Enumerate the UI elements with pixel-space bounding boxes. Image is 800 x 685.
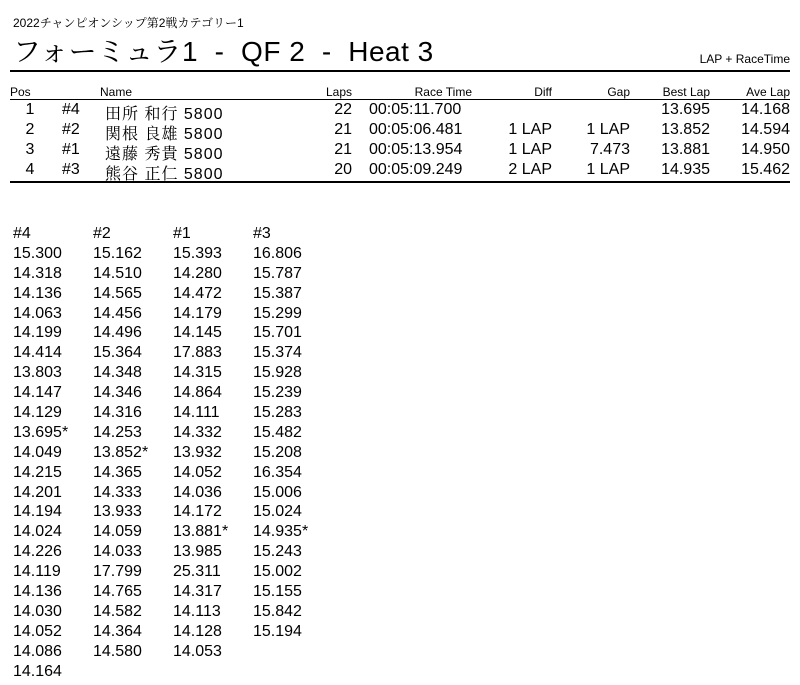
- lap-time-cell: 15.842: [253, 602, 302, 620]
- lap-time-cell: 14.172: [173, 503, 222, 521]
- kart-number-cell: #3: [62, 161, 80, 178]
- lap-time-cell: 14.472: [173, 284, 222, 302]
- lap-time-cell: 14.332: [173, 423, 222, 441]
- diff-cell: 2 LAP: [508, 161, 552, 178]
- lap-time-cell: 14.145: [173, 324, 222, 342]
- laps-cell: 20: [334, 161, 352, 178]
- lap-time-cell: 14.582: [93, 602, 142, 620]
- ave-lap-cell: 15.462: [741, 161, 790, 178]
- results-bottom-divider: [10, 181, 790, 183]
- diff-cell: 1 LAP: [508, 121, 552, 138]
- lap-time-cell: 15.006: [253, 483, 302, 501]
- lap-column-header: #3: [253, 225, 271, 242]
- lap-time-cell: 14.199: [13, 324, 62, 342]
- lap-time-cell: 15.928: [253, 364, 302, 382]
- lap-time-cell: 16.806: [253, 244, 302, 262]
- lap-time-cell: 15.155: [253, 583, 302, 601]
- lap-time-cell: 14.111: [173, 404, 220, 422]
- lap-time-cell: 14.580: [93, 642, 142, 660]
- header-divider: [10, 70, 790, 72]
- lap-time-cell: 14.113: [173, 602, 221, 620]
- lap-time-cell: 13.933: [93, 503, 142, 521]
- table-row: [10, 121, 790, 143]
- lap-time-cell: 14.033: [93, 543, 142, 561]
- race-time-cell: 00:05:06.481: [369, 121, 463, 138]
- lap-time-cell: 15.194: [253, 622, 302, 640]
- lap-time-cell: 15.393: [173, 244, 222, 262]
- kart-number-cell: #1: [62, 141, 80, 158]
- lap-time-cell: 14.348: [93, 364, 142, 382]
- pos-cell: 1: [25, 101, 35, 118]
- lap-column-header: #1: [173, 225, 191, 242]
- lap-time-cell: 15.299: [253, 304, 302, 322]
- lap-time-cell: 14.496: [93, 324, 142, 342]
- col-ave-lap-header: Ave Lap: [746, 85, 790, 99]
- lap-time-cell: 15.162: [93, 244, 142, 262]
- lap-column-header: #2: [93, 225, 111, 242]
- table-row: [10, 141, 790, 163]
- lap-time-cell: 14.346: [93, 384, 142, 402]
- lap-time-cell: 14.414: [13, 344, 62, 362]
- lap-time-cell: 15.283: [253, 404, 302, 422]
- lap-time-cell: 13.852*: [93, 443, 149, 461]
- kart-number-cell: #4: [62, 101, 80, 118]
- laps-cell: 21: [334, 141, 352, 158]
- driver-name-cell: 関根 良雄 5800: [105, 126, 224, 143]
- page-title: フォーミュラ1 - QF 2 - Heat 3: [13, 36, 434, 67]
- laps-cell: 21: [334, 121, 352, 138]
- lap-time-cell: 14.136: [13, 284, 62, 302]
- lap-time-cell: 14.565: [93, 284, 142, 302]
- lap-time-cell: 14.226: [13, 543, 62, 561]
- lap-time-cell: 13.803: [13, 364, 62, 382]
- lap-time-cell: 14.215: [13, 463, 62, 481]
- ave-lap-cell: 14.594: [741, 121, 790, 138]
- lap-time-cell: 15.208: [253, 443, 302, 461]
- pos-cell: 2: [25, 121, 35, 138]
- lap-time-cell: 15.374: [253, 344, 302, 362]
- col-race-time-header: Race Time: [414, 85, 472, 99]
- table-row: [10, 101, 790, 123]
- gap-cell: 7.473: [589, 141, 630, 158]
- best-lap-cell: 13.881: [661, 141, 710, 158]
- col-pos-header: Pos: [10, 85, 31, 99]
- lap-time-cell: 13.881*: [173, 523, 229, 541]
- lap-time-cell: 14.253: [93, 423, 142, 441]
- lap-time-cell: 13.985: [173, 543, 222, 561]
- lap-time-cell: 14.147: [13, 384, 62, 402]
- lap-column-header: #4: [13, 225, 31, 242]
- lap-column: [253, 224, 333, 642]
- lap-time-cell: 14.317: [173, 583, 222, 601]
- lap-time-cell: 14.036: [173, 483, 222, 501]
- lap-time-cell: 14.456: [93, 304, 142, 322]
- lap-time-cell: 14.364: [93, 622, 142, 640]
- kart-number-cell: #2: [62, 121, 80, 138]
- lap-time-cell: 14.030: [13, 602, 62, 620]
- lap-time-cell: 14.333: [93, 483, 142, 501]
- lap-time-cell: 13.932: [173, 443, 222, 461]
- lap-time-cell: 15.024: [253, 503, 302, 521]
- best-lap-cell: 14.935: [661, 161, 710, 178]
- lap-time-cell: 14.179: [173, 304, 222, 322]
- lap-time-cell: 14.318: [13, 264, 62, 282]
- lap-time-cell: 14.119: [13, 563, 61, 581]
- driver-name-cell: 遠藤 秀貴 5800: [105, 146, 224, 163]
- best-lap-cell: 13.852: [661, 121, 710, 138]
- lap-time-cell: 14.059: [93, 523, 142, 541]
- lap-time-cell: 14.052: [13, 622, 62, 640]
- best-lap-cell: 13.695: [661, 101, 710, 118]
- diff-cell: 1 LAP: [508, 141, 552, 158]
- lap-column: [13, 224, 93, 681]
- lap-time-cell: 15.364: [93, 344, 142, 362]
- lap-time-cell: 15.787: [253, 264, 302, 282]
- lap-time-cell: 25.311: [173, 563, 221, 581]
- lap-time-cell: 14.024: [13, 523, 62, 541]
- col-laps-header: Laps: [325, 85, 352, 99]
- lap-time-cell: 14.129: [13, 404, 62, 422]
- lap-time-cell: 14.864: [173, 384, 222, 402]
- ave-lap-cell: 14.950: [741, 141, 790, 158]
- lap-time-cell: 14.510: [93, 264, 142, 282]
- lap-time-cell: 14.136: [13, 583, 62, 601]
- lap-time-cell: 14.194: [13, 503, 62, 521]
- lap-time-cell: 17.883: [173, 344, 222, 362]
- lap-time-cell: 14.053: [173, 642, 222, 660]
- lap-time-cell: 13.695*: [13, 423, 69, 441]
- lap-time-cell: 14.201: [13, 483, 62, 501]
- pos-cell: 4: [25, 161, 35, 178]
- lap-time-cell: 14.365: [93, 463, 142, 481]
- pos-cell: 3: [25, 141, 35, 158]
- lap-time-cell: 14.128: [173, 622, 222, 640]
- col-diff-header: Diff: [534, 85, 552, 99]
- lap-time-cell: 14.049: [13, 443, 62, 461]
- lap-time-cell: 14.935*: [253, 523, 309, 541]
- race-time-cell: 00:05:13.954: [369, 141, 463, 158]
- laps-cell: 22: [334, 101, 352, 118]
- report-type-label: LAP + RaceTime: [699, 52, 790, 66]
- lap-time-cell: 16.354: [253, 463, 302, 481]
- lap-time-cell: 15.300: [13, 244, 62, 262]
- driver-name-cell: 熊谷 正仁 5800: [105, 166, 224, 183]
- gap-cell: 1 LAP: [586, 121, 630, 138]
- lap-time-cell: 15.239: [253, 384, 302, 402]
- race-time-cell: 00:05:11.700: [369, 101, 462, 118]
- lap-time-cell: 15.701: [253, 324, 302, 342]
- lap-time-cell: 15.387: [253, 284, 302, 302]
- ave-lap-cell: 14.168: [741, 101, 790, 118]
- lap-time-cell: 14.315: [173, 364, 222, 382]
- lap-time-cell: 14.052: [173, 463, 222, 481]
- lap-column: [173, 224, 253, 662]
- lap-time-cell: 14.316: [93, 404, 142, 422]
- lap-time-cell: 14.063: [13, 304, 62, 322]
- lap-time-cell: 14.280: [173, 264, 222, 282]
- lap-time-cell: 14.086: [13, 642, 62, 660]
- driver-name-cell: 田所 和行 5800: [105, 106, 224, 123]
- lap-time-cell: 15.482: [253, 423, 302, 441]
- series-title: 2022チャンピオンシップ第2戦カテゴリー1: [13, 16, 244, 30]
- lap-time-cell: 15.002: [253, 563, 302, 581]
- lap-column: [93, 224, 173, 662]
- col-name-header: Name: [100, 85, 133, 99]
- table-row: [10, 161, 790, 183]
- lap-time-cell: 17.799: [93, 563, 142, 581]
- lap-time-cell: 14.164: [13, 662, 62, 680]
- lap-time-cell: 15.243: [253, 543, 302, 561]
- table-header-divider: [10, 99, 790, 100]
- gap-cell: 1 LAP: [586, 161, 630, 178]
- race-time-cell: 00:05:09.249: [369, 161, 463, 178]
- col-gap-header: Gap: [607, 85, 630, 99]
- col-best-lap-header: Best Lap: [662, 85, 710, 99]
- lap-time-cell: 14.765: [93, 583, 142, 601]
